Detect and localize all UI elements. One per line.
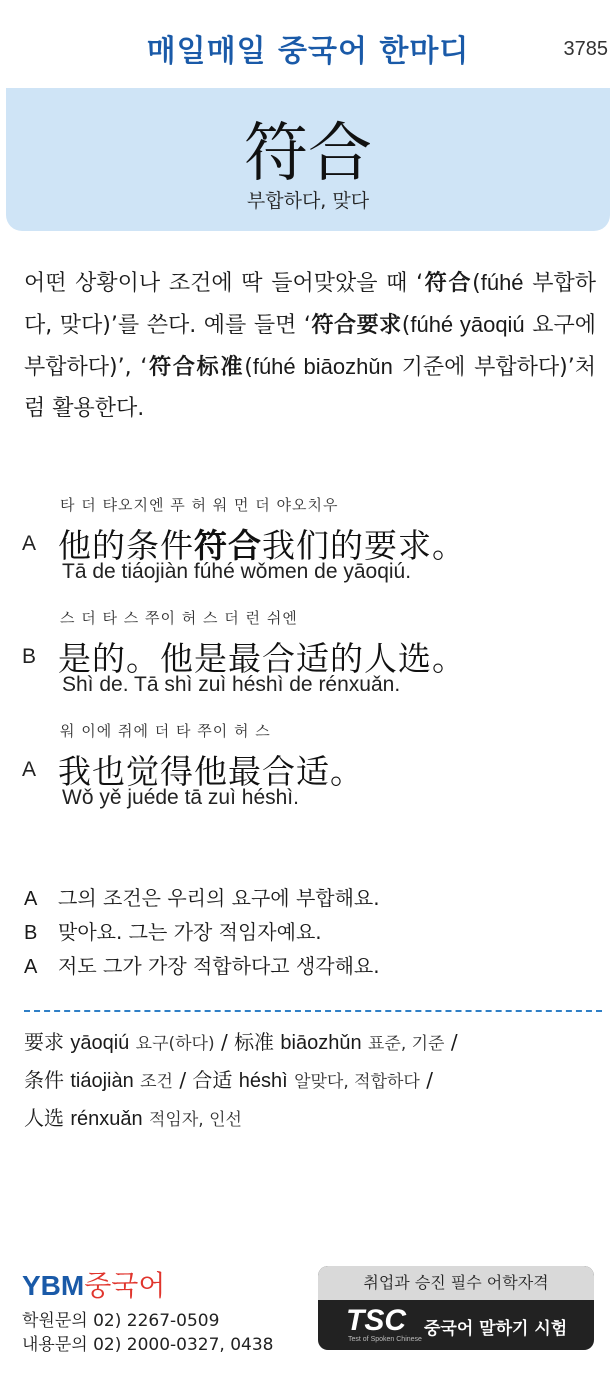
korean-reading: 타 더 탸오지엔 푸 허 워 먼 더 야오치우	[60, 496, 339, 514]
vocab-pinyin: yāoqiú	[70, 1032, 130, 1054]
korean-reading: 워 이에 쥐에 더 타 쭈이 허 스	[60, 722, 271, 740]
vocab-separator: /	[172, 1068, 193, 1092]
explanation-keyword: 符合标准	[147, 355, 245, 380]
explanation-pinyin: fúhé yāoqiú	[410, 312, 525, 337]
vocab-hanzi: 人选	[24, 1106, 64, 1130]
speaker-label: A	[22, 532, 37, 555]
vocab-hanzi: 标准	[234, 1030, 275, 1054]
vocab-pinyin: rénxuǎn	[70, 1108, 143, 1130]
vocab-meaning: 적임자, 인선	[149, 1110, 242, 1130]
word-card	[6, 88, 610, 231]
tsc-subtitle: Test of Spoken Chinese	[348, 1336, 422, 1343]
vocab-item	[234, 1030, 458, 1054]
speaker-label: A	[24, 956, 38, 978]
explanation-keyword: 符合要求	[310, 313, 402, 338]
explanation-text: (	[401, 313, 411, 338]
word-meaning: 부합하다, 맞다	[246, 190, 370, 212]
explanation-pinyin: fúhé biāozhǔn	[252, 354, 393, 379]
translation-line	[24, 950, 380, 979]
vocab-separator: /	[214, 1030, 235, 1054]
vocab-item	[24, 1068, 192, 1092]
dialogue-hanzi: 我也觉得他最合适。	[58, 752, 364, 791]
translation-line	[24, 916, 322, 945]
tsc-banner[interactable]	[318, 1266, 594, 1350]
dialogue-pinyin: Tā de tiáojiàn fúhé wǒmen de yāoqiú.	[62, 560, 412, 583]
explanation-text: (	[244, 355, 253, 380]
tsc-logo: TSC	[346, 1304, 406, 1337]
explanation-text: 어떤 상황이나 조건에 딱 들어맞았을 때 ‘	[24, 271, 424, 296]
speaker-label: B	[22, 645, 37, 668]
dialogue-hanzi: 是的。他是最合适的人选。	[58, 639, 466, 678]
series-title: 매일매일 중국어 한마디	[146, 34, 470, 69]
hanzi-text: 我们的要求。	[262, 526, 466, 565]
contact-content: 내용문의 02) 2000-0327, 0438	[22, 1335, 274, 1355]
vocab-item	[192, 1068, 433, 1092]
explanation-text: 요구에 부합하다)’, ‘	[24, 313, 597, 380]
translation-text: 저도 그가 가장 적합하다고 생각해요.	[58, 954, 380, 978]
hanzi-text: 他的条件	[58, 526, 194, 565]
speaker-label: B	[24, 922, 38, 944]
hanzi-keyword: 符合	[194, 526, 262, 565]
vocab-pinyin: biāozhǔn	[280, 1032, 362, 1054]
tsc-bottom	[318, 1300, 594, 1350]
explanation-paragraph	[24, 262, 596, 429]
vocab-meaning: 알맞다, 적합하다	[294, 1072, 420, 1092]
explanation-text: 기준에 부합하다)’처럼 활용한다.	[24, 355, 596, 421]
korean-reading: 스 더 타 스 쭈이 허 스 더 런 쉬엔	[60, 609, 298, 627]
vocab-meaning: 표준, 기준	[367, 1034, 445, 1054]
vocab-separator: /	[419, 1068, 433, 1092]
contact-academy: 학원문의 02) 2267-0509	[22, 1311, 220, 1331]
vocab-pinyin: héshì	[238, 1070, 288, 1092]
vocab-pinyin: tiáojiàn	[70, 1070, 134, 1092]
vocab-hanzi: 合适	[192, 1068, 233, 1092]
ybm-logo-kr: 중국어	[84, 1269, 166, 1302]
translation-text: 맞아요. 그는 가장 적임자예요.	[58, 920, 322, 944]
vocab-hanzi: 要求	[24, 1030, 64, 1054]
dialogue-pinyin: Shì de. Tā shì zuì héshì de rénxuǎn.	[62, 673, 401, 696]
header	[0, 0, 616, 88]
translation-text: 그의 조건은 우리의 요구에 부합해요.	[58, 886, 380, 910]
vocab-hanzi: 条件	[24, 1068, 64, 1092]
ybm-logo-en: YBM	[22, 1270, 85, 1301]
speaker-label: A	[24, 888, 38, 910]
explanation-text: (	[472, 271, 481, 296]
vocab-meaning: 조건	[140, 1072, 173, 1092]
vocabulary-list	[24, 1024, 604, 1138]
ybm-logo[interactable]	[22, 1264, 165, 1304]
explanation-text: 부합하다, 맞다)’를 쓴다. 예를 들면 ‘	[24, 271, 596, 338]
vocab-item	[24, 1030, 234, 1054]
word-hanzi: 符合	[244, 117, 372, 191]
speaker-label: A	[22, 758, 37, 781]
dashed-divider	[24, 1010, 602, 1012]
vocab-item	[24, 1106, 242, 1130]
vocab-separator: /	[444, 1030, 458, 1054]
vocab-meaning: 요구(하다)	[135, 1034, 215, 1054]
explanation-keyword: 符合	[423, 271, 473, 296]
tsc-tagline: 취업과 승진 필수 어학자격	[318, 1266, 594, 1300]
explanation-pinyin: fúhé	[480, 270, 524, 295]
translation-line	[24, 882, 380, 911]
dialogue-pinyin: Wǒ yě juéde tā zuì héshì.	[62, 786, 299, 809]
tsc-label: 중국어 말하기 시험	[424, 1319, 568, 1339]
episode-number: 3785	[563, 38, 608, 60]
